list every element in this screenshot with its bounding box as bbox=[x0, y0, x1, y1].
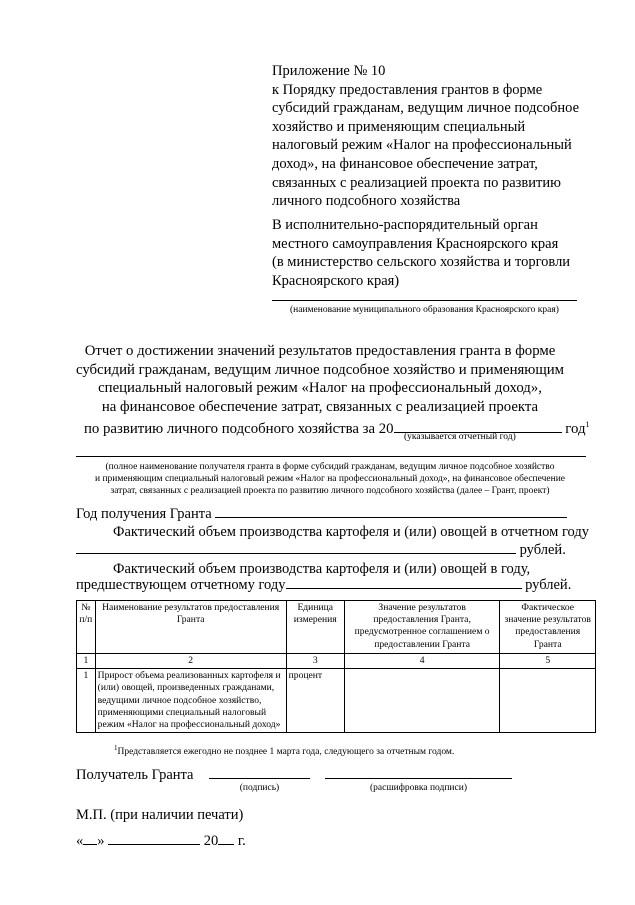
grant-year-label: Год получения Гранта bbox=[76, 506, 212, 522]
actual-volume-prev-field[interactable] bbox=[286, 576, 522, 589]
column-number: 4 bbox=[344, 654, 500, 669]
footnote-marker: 1 bbox=[585, 420, 590, 429]
column-number: 5 bbox=[500, 654, 596, 669]
recipient-caption-line: затрат, связанных с реализацией проекта по развитию личного подсобного хозяйства (далее – Грант, проект) bbox=[110, 486, 550, 496]
grant-year-field[interactable] bbox=[215, 505, 567, 518]
addressee-line: (в министерство сельского хозяйства и торговли bbox=[272, 254, 571, 271]
date-suffix: г. bbox=[237, 833, 246, 849]
actual-volume-current-label: Фактический объем производства картофеля и (или) овощей в отчетном году bbox=[113, 524, 589, 540]
header-cell-planned: Значение результатов предоставления Гранта, предусмотренное соглашением о предоставлении Гранта bbox=[344, 601, 500, 654]
date-close-quote: » bbox=[97, 833, 105, 849]
appendix-line: налоговый режим «Налог на профессиональный bbox=[272, 137, 572, 154]
appendix-line: личного подсобного хозяйства bbox=[272, 193, 461, 210]
appendix-line: связанных с реализацией проекта по развитию bbox=[272, 174, 561, 191]
appendix-line: к Порядку предоставления грантов в форме bbox=[272, 81, 543, 98]
addressee-block bbox=[272, 216, 602, 290]
grant-year-row bbox=[76, 505, 567, 523]
footnote-text: Представляется ежегодно не позднее 1 марта года, следующего за отчетным годом. bbox=[117, 747, 455, 758]
date-day-field[interactable] bbox=[83, 832, 97, 845]
report-title-last-suffix: год bbox=[565, 420, 586, 437]
recipient-name-field[interactable] bbox=[76, 456, 586, 457]
report-title-last-prefix: по развитию личного подсобного хозяйства за 20 bbox=[84, 420, 394, 437]
report-year-caption: (указывается отчетный год) bbox=[404, 432, 516, 442]
appendix-line: субсидий гражданам, ведущим личное подсобное bbox=[272, 100, 580, 117]
appendix-line: доход», на финансовое обеспечение затрат, bbox=[272, 155, 538, 172]
actual-volume-prev-label-1: Фактический объем производства картофеля и (или) овощей в году, bbox=[113, 561, 531, 577]
report-title bbox=[60, 342, 580, 416]
municipality-name-field[interactable] bbox=[272, 300, 577, 301]
table-number-row bbox=[77, 654, 596, 669]
stamp-label: М.П. (при наличии печати) bbox=[76, 807, 244, 823]
footnote-mark: 1 bbox=[114, 744, 118, 752]
appendix-number: Приложение № 10 bbox=[272, 63, 386, 79]
report-title-line: Отчет о достижении значений результатов предоставления гранта в форме bbox=[84, 343, 556, 359]
date-century: 20 bbox=[203, 833, 219, 849]
column-number: 3 bbox=[286, 654, 344, 669]
table-header-row bbox=[77, 601, 596, 654]
column-number: 2 bbox=[95, 654, 286, 669]
header-cell-actual: Фактическое значение результатов предоставления Гранта bbox=[500, 601, 596, 654]
recipient-caption-line: (полное наименование получателя гранта в форме субсидий гражданам, ведущим личное подсобное хозяйство bbox=[105, 462, 555, 472]
table-row bbox=[77, 669, 596, 733]
signature-field[interactable] bbox=[209, 778, 310, 779]
addressee-line: Красноярского края) bbox=[272, 272, 400, 289]
date-row bbox=[76, 832, 246, 850]
actual-volume-current-row bbox=[76, 541, 566, 559]
appendix-line: хозяйство и применяющим специальный bbox=[272, 118, 526, 135]
row-unit: процент bbox=[286, 669, 344, 733]
addressee-line: местного самоуправления Красноярского края bbox=[272, 235, 559, 252]
signature-decode-field[interactable] bbox=[325, 778, 512, 779]
date-month-field[interactable] bbox=[108, 832, 200, 845]
report-title-line: субсидий гражданам, ведущим личное подсобное хозяйство и применяющим bbox=[75, 361, 565, 378]
row-actual-value[interactable] bbox=[500, 669, 596, 733]
signature-caption: (подпись) bbox=[239, 783, 280, 793]
report-title-line: на финансовое обеспечение затрат, связанных с реализацией проекта bbox=[101, 398, 539, 415]
footnote bbox=[114, 742, 454, 758]
actual-volume-current-field[interactable] bbox=[76, 541, 516, 554]
recipient-caption-line: и применяющим специальный налоговый режим «Налог на профессиональный доход», на финансовое обеспечение bbox=[95, 474, 565, 484]
signature-decode-caption: (расшифровка подписи) bbox=[370, 783, 467, 793]
date-open-quote: « bbox=[76, 833, 84, 849]
report-title-line: специальный налоговый режим «Налог на профессиональный доход», bbox=[98, 380, 542, 397]
addressee-line: В исполнительно-распорядительный орган bbox=[272, 217, 538, 233]
appendix-header bbox=[272, 62, 602, 211]
header-cell-number: № п/п bbox=[77, 601, 96, 654]
recipient-caption bbox=[60, 461, 600, 497]
signature-label: Получатель Гранта bbox=[76, 767, 194, 783]
results-table bbox=[76, 600, 596, 733]
actual-volume-prev-row bbox=[76, 576, 571, 594]
header-cell-unit: Единица измерения bbox=[286, 601, 344, 654]
row-number: 1 bbox=[77, 669, 96, 733]
row-result-name: Прирост объема реализованных картофеля и (или) овощей, произведенных гражданами, ведущими личное подсобное хозяйство, применяющими специальный налоговый режим «Налог на профессиональный доход» bbox=[95, 669, 286, 733]
actual-volume-prev-label-2: предшествующем отчетному году bbox=[76, 577, 286, 593]
municipality-caption: (наименование муниципального образования Красноярского края) bbox=[290, 305, 559, 315]
column-number: 1 bbox=[77, 654, 96, 669]
rubles-label: рублей. bbox=[525, 577, 572, 593]
date-year-field[interactable] bbox=[218, 832, 234, 845]
header-cell-name: Наименование результатов предоставления Гранта bbox=[95, 601, 286, 654]
row-planned-value[interactable] bbox=[344, 669, 500, 733]
rubles-label: рублей. bbox=[519, 542, 566, 558]
